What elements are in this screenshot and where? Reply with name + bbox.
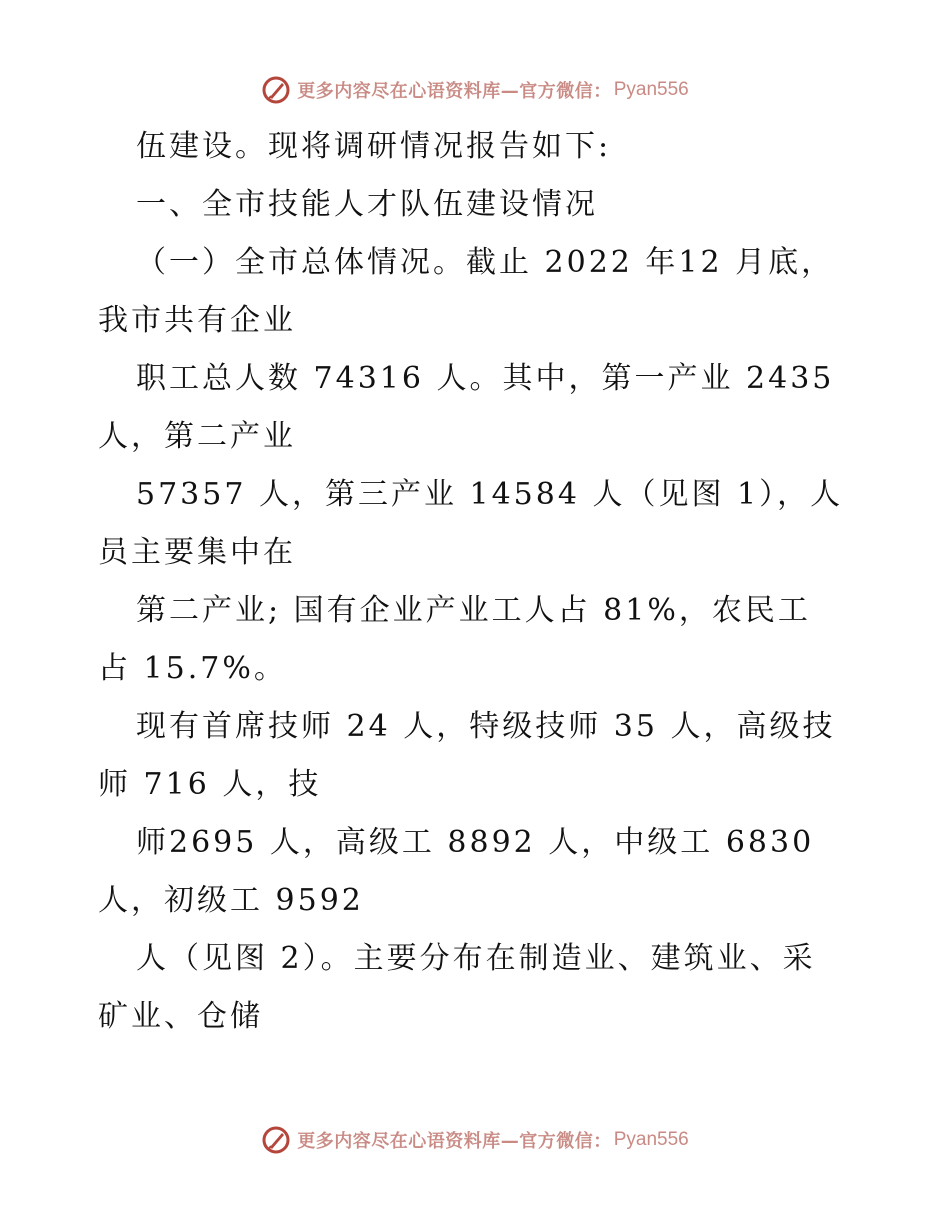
text-line: 第二产业; 国有企业产业工人占 81%，农民工 [136, 593, 811, 628]
text-line: 一、全市技能人才队伍建设情况 [136, 187, 598, 222]
quill-logo-icon [261, 1125, 291, 1155]
text-line: 现有首席技师 24 人，特级技师 35 人，高级技 [136, 709, 836, 744]
text-line: 57357 人，第三产业 14584 人（见图 1），人 [136, 477, 844, 512]
text-line: 师2695 人，高级工 8892 人，中级工 6830 [136, 825, 815, 860]
watermark-id: Pyan556 [613, 1129, 689, 1150]
text-line: （一）全市总体情况。截止 2022 年12 月底， [136, 245, 835, 280]
document-body [98, 118, 858, 1046]
text-line: 占 15.7%。 [98, 651, 287, 686]
watermark-id: Pyan556 [613, 79, 689, 100]
text-line: 师 716 人，技 [98, 767, 322, 802]
watermark-text: 更多内容尽在心语资料库—官方微信： [297, 1131, 612, 1152]
text-line: 矿业、仓储 [98, 999, 263, 1034]
text-line: 伍建设。现将调研情况报告如下: [136, 129, 612, 164]
text-line: 人，初级工 9592 [98, 883, 364, 918]
text-line: 我市共有企业 [98, 303, 296, 338]
footer-watermark [0, 1120, 950, 1160]
header-watermark [0, 70, 950, 110]
quill-logo-icon [261, 75, 291, 105]
text-line: 员主要集中在 [98, 535, 296, 570]
text-line: 人（见图 2）。主要分布在制造业、建筑业、采 [136, 941, 816, 976]
watermark-text: 更多内容尽在心语资料库—官方微信： [297, 81, 612, 102]
text-line: 职工总人数 74316 人。其中，第一产业 2435 [136, 361, 835, 396]
text-line: 人，第二产业 [98, 419, 296, 454]
